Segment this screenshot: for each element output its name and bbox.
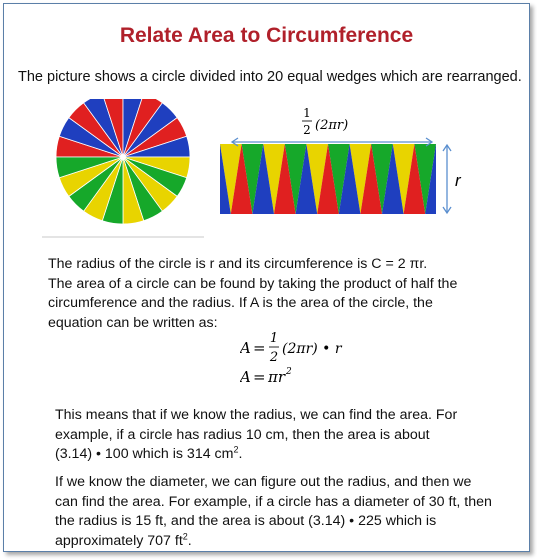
eq2-exponent: 2: [286, 367, 292, 377]
eq1-rest: (2πr) • r: [282, 341, 342, 357]
para2-superscript: 2: [233, 444, 239, 455]
content-frame: [3, 3, 530, 552]
circle-wedges-diagram: [4, 99, 529, 249]
para1-line-2: The area of a circle can be found by taking the product of half the: [48, 275, 458, 292]
top-label-numerator: 1: [303, 106, 311, 120]
eq2-rhs: πr: [268, 368, 286, 386]
diameter-example-paragraph: [55, 473, 525, 551]
para3-line-4: [55, 532, 525, 552]
para2-line-3: [55, 445, 525, 465]
para3-superscript: 2: [182, 530, 188, 541]
page-title: Relate Area to Circumference: [119, 24, 414, 47]
rearranged-wedges: [220, 144, 436, 214]
height-arrow: [443, 145, 451, 213]
para3-line-1: If we know the diameter, we can figure out the radius, and then we: [55, 474, 472, 490]
eq1-frac-num: 1: [269, 332, 279, 346]
top-label-denominator: 2: [303, 123, 311, 137]
eq2-equals: =: [253, 368, 266, 386]
para2-line-3-text: (3.14) • 100 which is 314 cm: [55, 446, 234, 462]
radius-example-paragraph: [55, 406, 525, 465]
eq1-frac-den: 2: [269, 350, 279, 365]
area-equation: [240, 332, 400, 396]
top-label-expression: (2πr): [315, 118, 349, 133]
side-label-r: r: [455, 171, 461, 190]
para1-line-3: circumference and the radius. If A is the area of the circle, the: [48, 295, 433, 311]
divided-circle: [56, 99, 190, 224]
para2-line-3-end: .: [238, 446, 243, 462]
para3-line-4-end: .: [187, 532, 192, 549]
eq1-lhs: A: [240, 339, 251, 357]
para1-line-4: equation can be written as:: [48, 314, 218, 331]
equation-render: [240, 332, 400, 392]
para2-line-2: example, if a circle has radius 10 cm, then the area is about: [55, 426, 430, 443]
intro-text: The picture shows a circle divided into 20 equal wedges which are rearranged.: [18, 69, 522, 85]
eq2-lhs: A: [240, 368, 251, 386]
eq1-equals: =: [253, 339, 266, 357]
radius-circumference-paragraph: [48, 255, 518, 333]
para3-line-4-text: approximately 707 ft: [55, 532, 183, 549]
para2-line-1: This means that if we know the radius, we can find the area. For: [55, 407, 458, 423]
para3-line-3: the radius is 15 ft, and the area is about (3.14) • 225 which is: [55, 513, 437, 529]
para1-line-1: The radius of the circle is r and its circumference is C = 2 πr.: [48, 256, 428, 272]
para3-line-2: can find the area. For example, if a circle has a diameter of 30 ft, then: [55, 493, 492, 510]
